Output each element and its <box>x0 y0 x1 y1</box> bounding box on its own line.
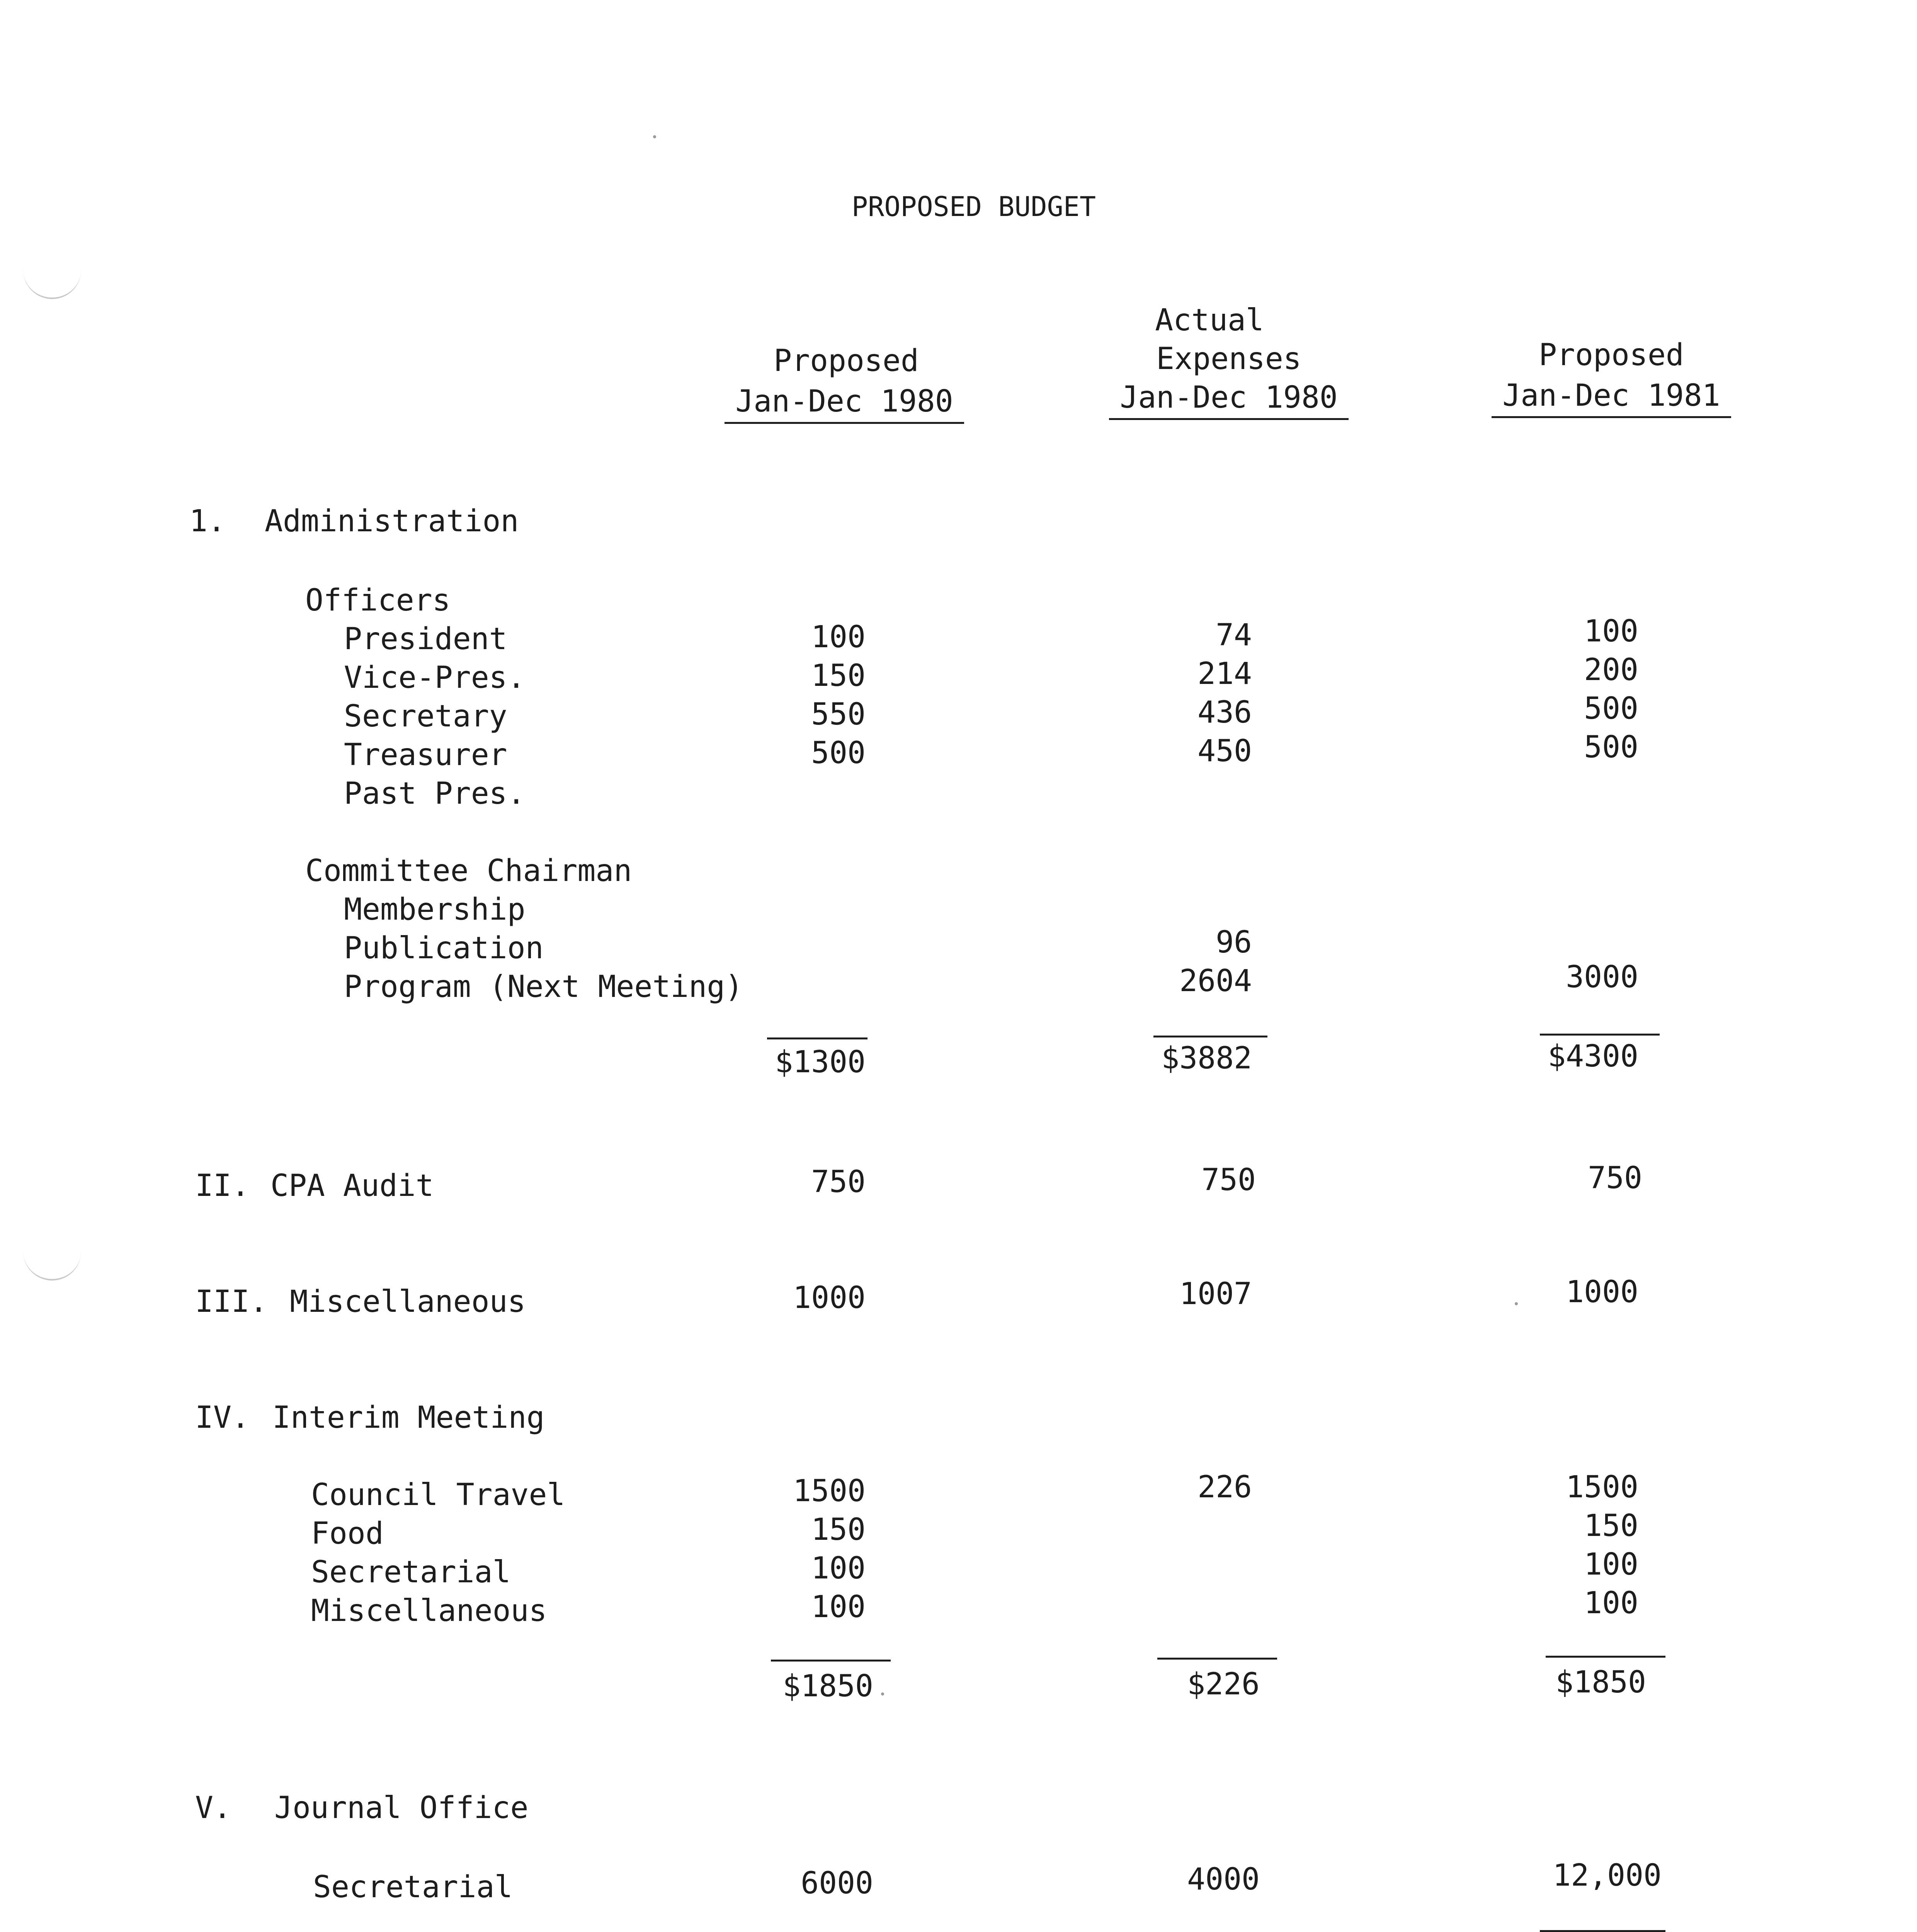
section-number: V. <box>195 1791 231 1825</box>
value-actual-1980: 2604 <box>1179 964 1252 998</box>
row-label: Secretarial <box>311 1555 511 1590</box>
value-actual-1980: 226 <box>1197 1470 1252 1505</box>
row-label: Past Pres. <box>344 776 526 811</box>
column-header-period: Jan-Dec 1981 <box>1492 381 1731 418</box>
row-label: Vice-Pres. <box>344 660 526 695</box>
scan-speck <box>881 1692 884 1696</box>
total-proposed-1980: $1300 <box>775 1045 866 1080</box>
value-proposed-1981: 12,000 <box>1553 1858 1662 1893</box>
subsection-heading-officers: Officers <box>305 583 451 618</box>
section-label: Journal Office <box>274 1791 529 1825</box>
subtotal-rule <box>1157 1658 1277 1660</box>
value-proposed-1980: 550 <box>811 697 866 732</box>
row-label: Council Travel <box>311 1478 565 1512</box>
total-proposed-1980: $1850 <box>782 1669 873 1704</box>
row-label: Publication <box>344 931 544 966</box>
subtotal-rule <box>767 1037 867 1039</box>
column-header-period: Jan-Dec 1980 <box>1109 383 1349 420</box>
total-proposed-1981: $4300 <box>1548 1039 1638 1074</box>
value-proposed-1981: 500 <box>1584 691 1638 726</box>
subsection-heading-committee: Committee Chairman <box>305 854 632 888</box>
page-title: PROPOSED BUDGET <box>851 191 1096 223</box>
value-proposed-1981: 1500 <box>1566 1470 1638 1505</box>
value-actual-1980: 1007 <box>1179 1277 1252 1311</box>
punch-hole-mark <box>23 1244 81 1281</box>
value-proposed-1981: 500 <box>1584 730 1638 765</box>
subtotal-rule <box>1540 1034 1660 1036</box>
row-label: Membership <box>344 892 526 927</box>
value-proposed-1981: 3000 <box>1566 960 1638 995</box>
section-number: 1. <box>189 504 226 539</box>
value-proposed-1981: 200 <box>1584 653 1638 687</box>
section-number: IV. <box>195 1400 250 1435</box>
row-label: Treasurer <box>344 738 507 772</box>
column-header-period: Jan-Dec 1980 <box>725 386 964 424</box>
value-actual-1980: 74 <box>1216 618 1252 653</box>
scan-speck <box>653 135 656 138</box>
value-actual-1980: 214 <box>1197 656 1252 691</box>
row-label: Secretary <box>344 699 507 734</box>
value-proposed-1981: 1000 <box>1566 1275 1638 1310</box>
punch-hole-mark <box>23 263 81 299</box>
total-actual-1980: $226 <box>1187 1667 1260 1702</box>
value-proposed-1980: 150 <box>811 658 866 693</box>
value-proposed-1981: 100 <box>1584 1547 1638 1582</box>
row-label: President <box>344 622 507 656</box>
row-label: Miscellaneous <box>311 1594 547 1628</box>
column-header-line: Proposed <box>1539 338 1684 372</box>
section-label: Interim Meeting <box>272 1400 545 1435</box>
subtotal-rule <box>1546 1656 1665 1658</box>
total-actual-1980: $3882 <box>1161 1041 1252 1076</box>
section-number: II. <box>195 1168 250 1203</box>
value-proposed-1980: 6000 <box>801 1866 873 1901</box>
value-actual-1980: 436 <box>1197 695 1252 730</box>
section-number: III. <box>195 1284 268 1319</box>
total-proposed-1981: $1850 <box>1555 1665 1646 1700</box>
value-proposed-1980: 750 <box>811 1165 866 1199</box>
section-label: Miscellaneous <box>290 1284 526 1319</box>
value-proposed-1981: 150 <box>1584 1509 1638 1543</box>
column-header-line: Proposed <box>774 344 919 378</box>
value-proposed-1980: 500 <box>811 736 866 770</box>
value-proposed-1980: 1000 <box>793 1281 866 1315</box>
column-header-line: Actual <box>1155 303 1264 338</box>
value-proposed-1980: 150 <box>811 1512 866 1547</box>
value-proposed-1980: 100 <box>811 1590 866 1624</box>
subtotal-rule <box>1153 1036 1267 1037</box>
value-proposed-1981: 100 <box>1584 1586 1638 1621</box>
subtotal-rule <box>771 1660 891 1662</box>
value-proposed-1980: 100 <box>811 1551 866 1586</box>
value-proposed-1981: 750 <box>1588 1161 1642 1196</box>
value-proposed-1980: 100 <box>811 620 866 655</box>
row-label: Secretarial <box>313 1870 513 1905</box>
value-actual-1980: 450 <box>1197 734 1252 769</box>
value-proposed-1981: 100 <box>1584 614 1638 649</box>
value-actual-1980: 750 <box>1201 1163 1256 1197</box>
row-label: Program (Next Meeting) <box>344 969 743 1004</box>
section-label: Administration <box>265 504 519 539</box>
section-label: CPA Audit <box>270 1168 434 1203</box>
value-actual-1980: 4000 <box>1187 1862 1260 1897</box>
value-actual-1980: 96 <box>1216 925 1252 960</box>
value-proposed-1980: 1500 <box>793 1474 866 1509</box>
subtotal-rule <box>1540 1930 1665 1932</box>
row-label: Food <box>311 1516 384 1551</box>
column-header-line: Expenses <box>1156 342 1301 376</box>
